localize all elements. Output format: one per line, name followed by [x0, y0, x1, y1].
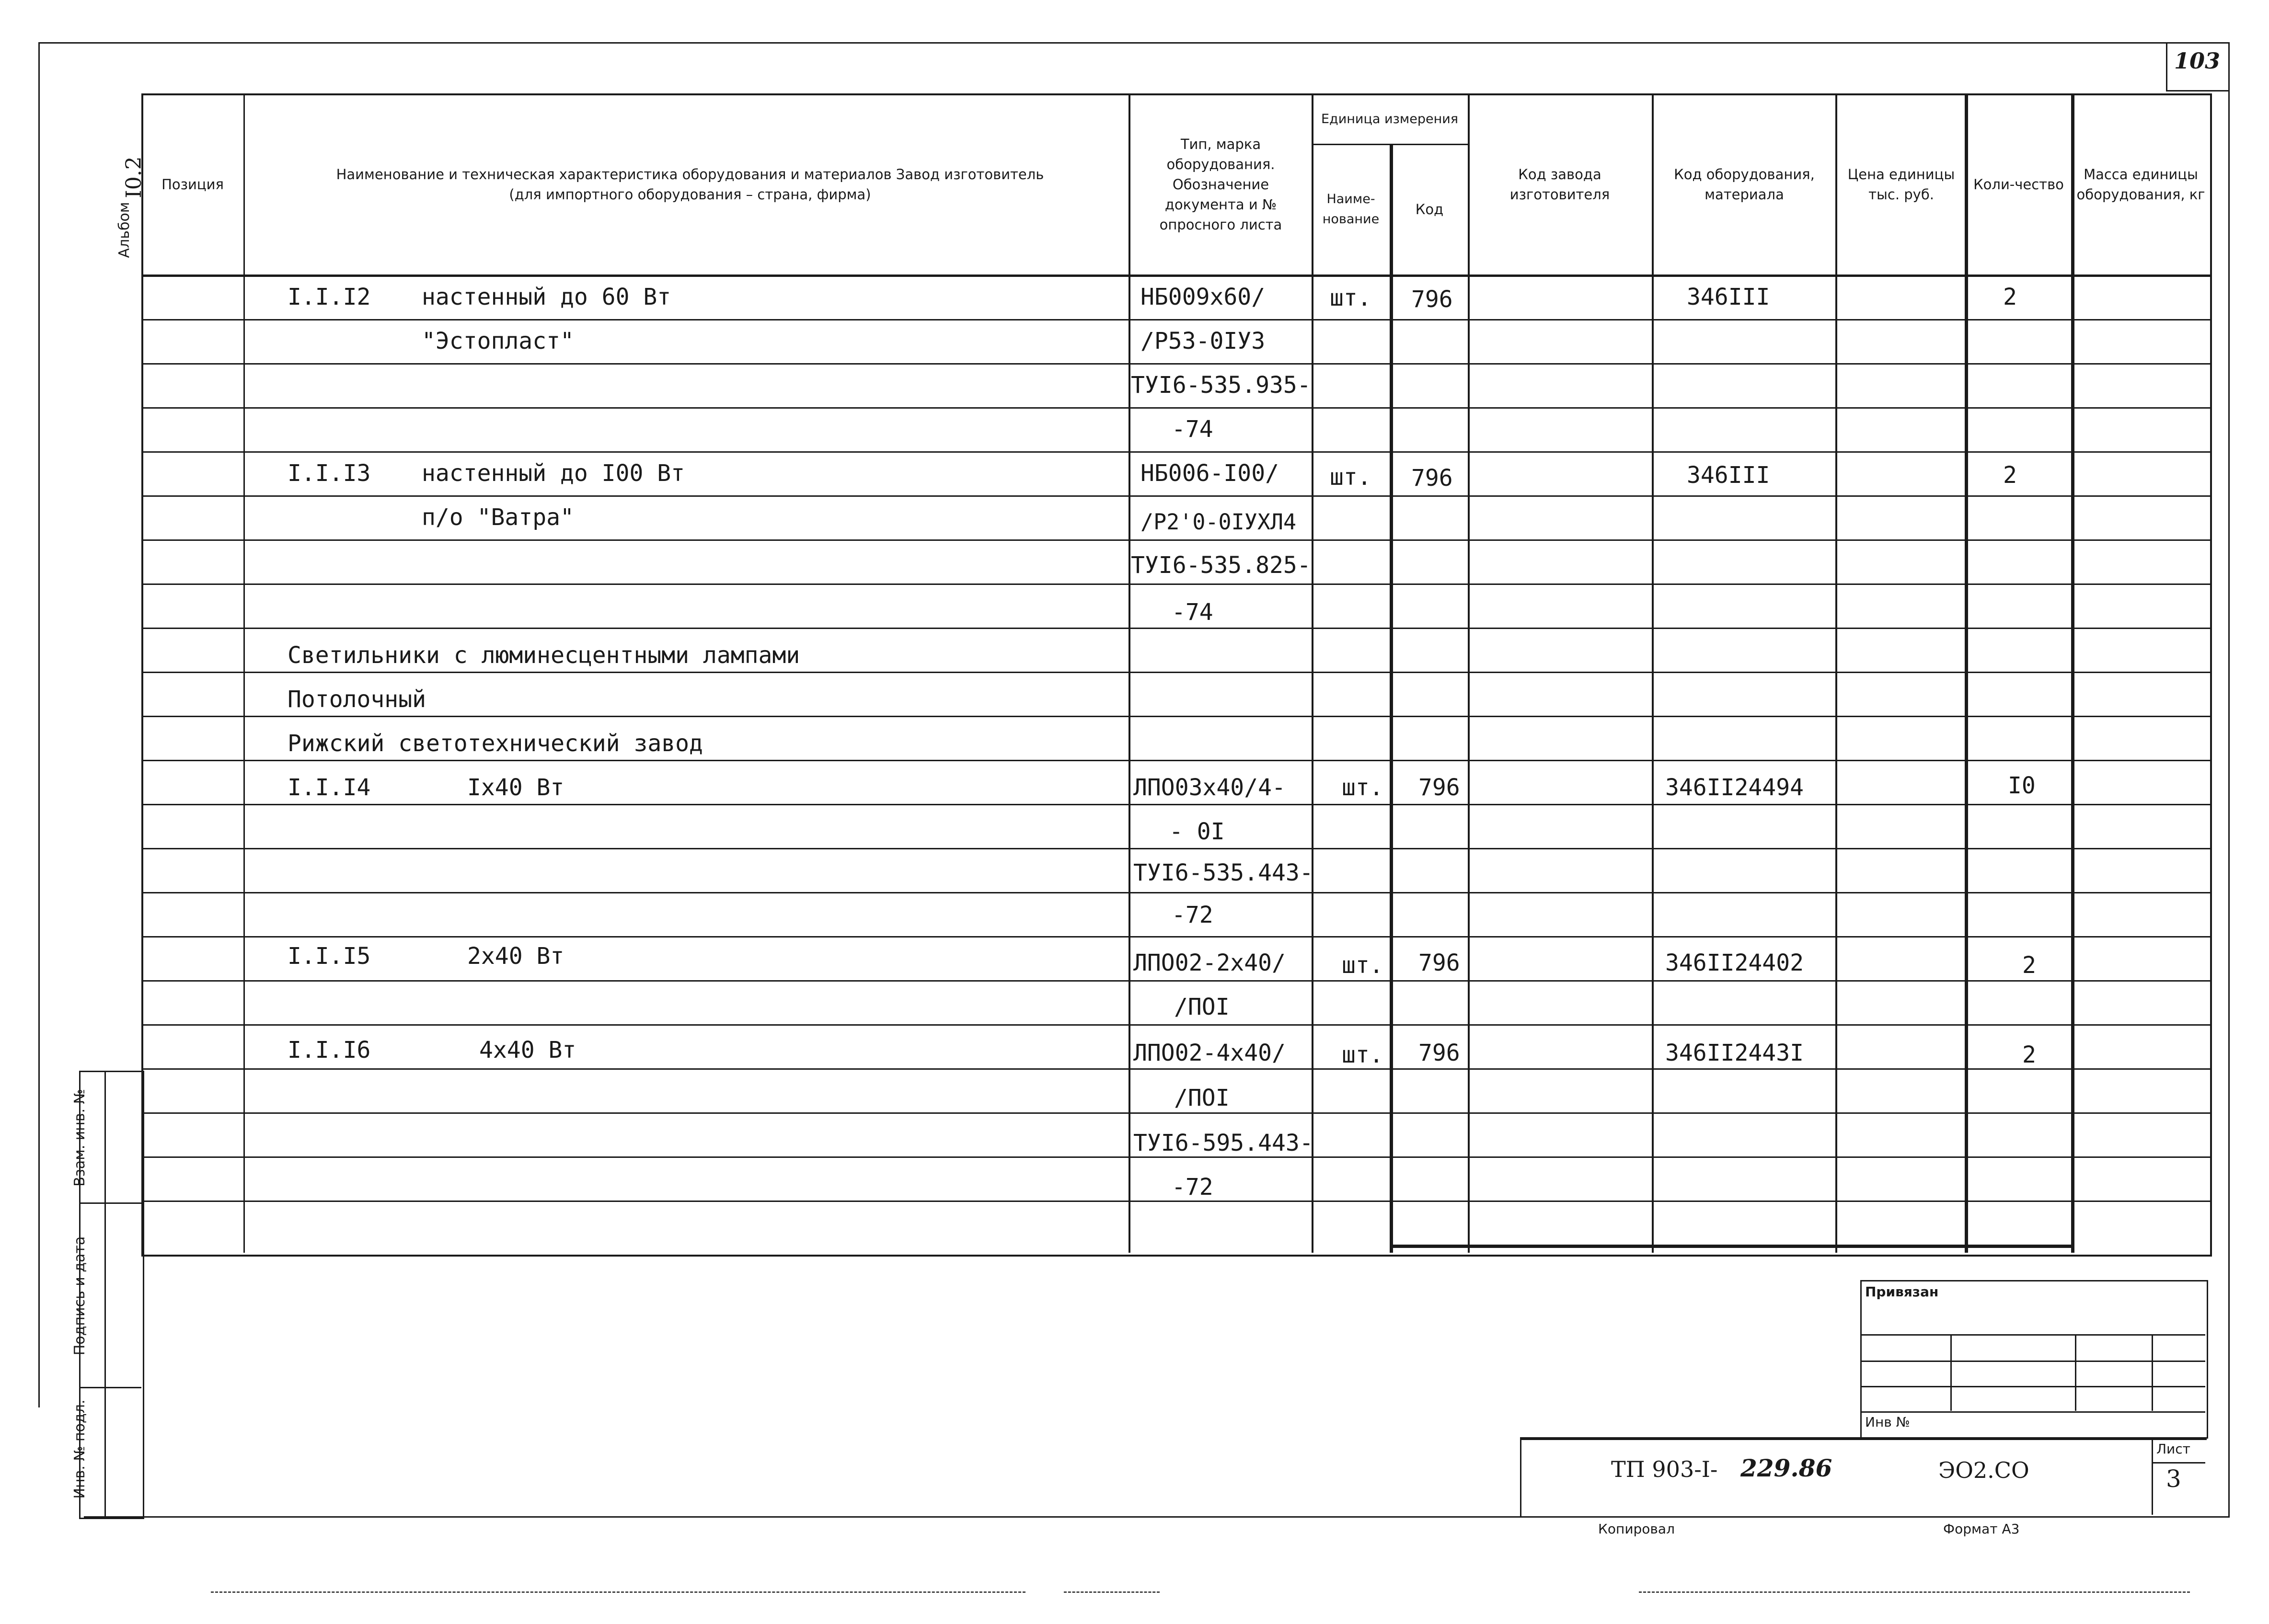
- col-line-8: [1965, 93, 1968, 1253]
- row-position-name: I.I.I3: [288, 460, 371, 487]
- stamp-label-sign: Подпись и дата: [71, 1236, 88, 1356]
- row-unit: шт.: [1342, 952, 1383, 979]
- scan-artifact-line: [1639, 1591, 2190, 1593]
- frame-top: [38, 42, 2228, 44]
- row-quantity: 2: [2003, 462, 2017, 489]
- row-code: 796: [1418, 774, 1460, 801]
- row-type: ТУI6-595.443-: [1133, 1130, 1313, 1156]
- row-description: 2х40 Вт: [467, 943, 564, 970]
- row-position-name: I.I.I6: [288, 1037, 371, 1064]
- row-manufacturer: Рижский светотехнический завод: [288, 730, 703, 757]
- col-line-4: [1390, 144, 1393, 1253]
- row-group-title: Светильники с люминесцентными лампами: [288, 642, 800, 669]
- row-type: /ПОI: [1174, 1085, 1230, 1111]
- header-divider: [141, 274, 2210, 277]
- row-line: [141, 892, 2210, 893]
- header-unit-group: Единица измерения: [1321, 112, 1459, 126]
- linked-vline-2: [2075, 1334, 2076, 1411]
- row-line: [141, 672, 2210, 673]
- row-position-name: I.I.I2: [288, 284, 371, 310]
- row-line: [141, 1112, 2210, 1114]
- header-quantity: Коли-чество: [1973, 176, 2064, 193]
- linked-vline-1: [1950, 1334, 1952, 1411]
- row-quantity: I0: [2008, 772, 2036, 799]
- row-type: ТУI6-535.443-: [1133, 859, 1313, 886]
- row-position-name: I.I.I5: [288, 943, 371, 970]
- col-line-9: [2071, 93, 2074, 1253]
- row-equipment-code: 346II24494: [1665, 774, 1804, 801]
- sheet-value: 3: [2166, 1465, 2181, 1493]
- header-price: Цена единицы тыс. руб.: [1847, 166, 1955, 203]
- header-unit-name: Наиме-нование: [1322, 192, 1380, 227]
- row-equipment-code: 346II2443I: [1665, 1040, 1804, 1066]
- row-type: /ПОI: [1174, 994, 1230, 1020]
- row-type: ЛПО02-4х40/: [1133, 1040, 1286, 1066]
- sheet-number: 103: [2174, 48, 2221, 74]
- row-description: настенный до I00 Вт: [422, 460, 685, 487]
- row-group-subtitle: Потолочный: [288, 686, 426, 713]
- row-line: [141, 1068, 2210, 1070]
- row-description: 4х40 Вт: [479, 1037, 576, 1064]
- header-equipment-code: Код оборудования, материала: [1674, 166, 1815, 203]
- row-equipment-code: 346III: [1687, 284, 1770, 310]
- header-type: Тип, марка оборудования. Обозначение документа и № опросного листа: [1159, 136, 1282, 233]
- sheet-cell-line: [2152, 1462, 2205, 1464]
- scan-artifact-line: [211, 1591, 1025, 1593]
- row-type: - 0I: [1169, 818, 1225, 845]
- row-position-name: I.I.I4: [288, 774, 371, 801]
- linked-line-3: [1860, 1386, 2205, 1387]
- row-line: [141, 539, 2210, 541]
- row-equipment-code: 346II24402: [1665, 949, 1804, 976]
- row-type: НБ006-I00/: [1140, 460, 1279, 487]
- row-description: "Эстопласт": [422, 328, 574, 355]
- row-line: [141, 1024, 2210, 1026]
- row-quantity: 2: [2022, 1041, 2036, 1068]
- stamp-divider-1: [79, 1202, 141, 1204]
- row-line: [141, 804, 2210, 805]
- linked-vline-3: [2152, 1334, 2153, 1411]
- row-type: /Р53-0IУ3: [1140, 328, 1266, 355]
- row-line: [141, 760, 2210, 761]
- header-name: Наименование и техническая характеристика оборудования и материалов Завод изготовитель (для импортного оборудования – страна, фирма): [336, 166, 1044, 203]
- linked-line-4: [1860, 1411, 2205, 1413]
- row-line: [141, 628, 2210, 629]
- row-line: [141, 716, 2210, 717]
- album-number: I0.2: [122, 156, 146, 198]
- stamp-divider-v: [104, 1071, 106, 1516]
- header-position: Позиция: [161, 176, 224, 193]
- row-unit: шт.: [1330, 464, 1371, 491]
- row-line: [141, 363, 2210, 365]
- row-unit: шт.: [1342, 774, 1383, 801]
- row-line: [141, 936, 2210, 938]
- linked-block: [1860, 1280, 2208, 1439]
- row-code: 796: [1411, 286, 1453, 313]
- row-type: НБ009х60/: [1140, 284, 1266, 310]
- album-label: Альбом: [116, 202, 133, 258]
- linked-label: Привязан: [1865, 1284, 1939, 1300]
- col-line-2: [1129, 93, 1130, 1253]
- row-unit: шт.: [1330, 285, 1371, 311]
- footer-format: Формат А3: [1943, 1521, 2020, 1537]
- stamp-label-zam: Взам. инв. №: [71, 1089, 88, 1187]
- row-unit: шт.: [1342, 1041, 1383, 1068]
- row-type: ТУI6-535.825-: [1131, 552, 1311, 579]
- inv-label: Инв №: [1865, 1414, 1910, 1430]
- col-line-1: [243, 93, 245, 1253]
- row-line: [141, 495, 2210, 497]
- frame-left: [38, 42, 40, 1407]
- row-code: 796: [1418, 1040, 1460, 1066]
- header-mass: Масса единицы оборудования, кг: [2076, 166, 2205, 203]
- col-line-7: [1835, 93, 1837, 1253]
- row-code: 796: [1411, 465, 1453, 492]
- row-type: -74: [1172, 599, 1213, 626]
- row-type: ТУI6-535.935-: [1131, 372, 1311, 399]
- stamp-label-inv: Инв. № подл.: [71, 1399, 88, 1499]
- row-description: п/о "Ватра": [422, 504, 574, 531]
- header-unit-code: Код: [1415, 201, 1444, 217]
- scan-artifact-line: [1064, 1591, 1160, 1593]
- linked-line-1: [1860, 1334, 2205, 1336]
- row-type: /Р2'0-0IУХЛ4: [1140, 509, 1297, 535]
- row-description: Iх40 Вт: [467, 774, 564, 801]
- footer-copied: Копировал: [1598, 1521, 1675, 1537]
- row-line: [141, 980, 2210, 982]
- row-type: -74: [1172, 416, 1213, 443]
- doc-code-hand: 229.86: [1740, 1454, 1832, 1482]
- doc-code-prefix: ТП 903-I-: [1611, 1456, 1718, 1482]
- row-line: [141, 848, 2210, 849]
- sheet-label: Лист: [2156, 1441, 2190, 1457]
- col-line-5: [1468, 93, 1470, 1253]
- row-code: 796: [1418, 949, 1460, 976]
- frame-right: [2228, 42, 2230, 1518]
- row-quantity: 2: [2022, 952, 2036, 979]
- row-description: настенный до 60 Вт: [422, 284, 671, 310]
- doc-mark: ЭО2.СО: [1938, 1457, 2029, 1483]
- row-line: [141, 319, 2210, 320]
- row-quantity: 2: [2003, 284, 2017, 310]
- row-line: [141, 583, 2210, 585]
- linked-line-2: [1860, 1361, 2205, 1362]
- row-type: ЛПО03х40/4-: [1133, 774, 1286, 801]
- row-line: [141, 407, 2210, 409]
- row-line-bottom: [1390, 1245, 2074, 1248]
- row-equipment-code: 346III: [1687, 462, 1770, 489]
- row-line: [141, 451, 2210, 453]
- row-type: -72: [1172, 902, 1213, 928]
- row-type: -72: [1172, 1174, 1213, 1201]
- row-type: ЛПО02-2х40/: [1133, 949, 1286, 976]
- col-line-6: [1652, 93, 1654, 1253]
- header-factory-code: Код завода изготовителя: [1509, 166, 1610, 203]
